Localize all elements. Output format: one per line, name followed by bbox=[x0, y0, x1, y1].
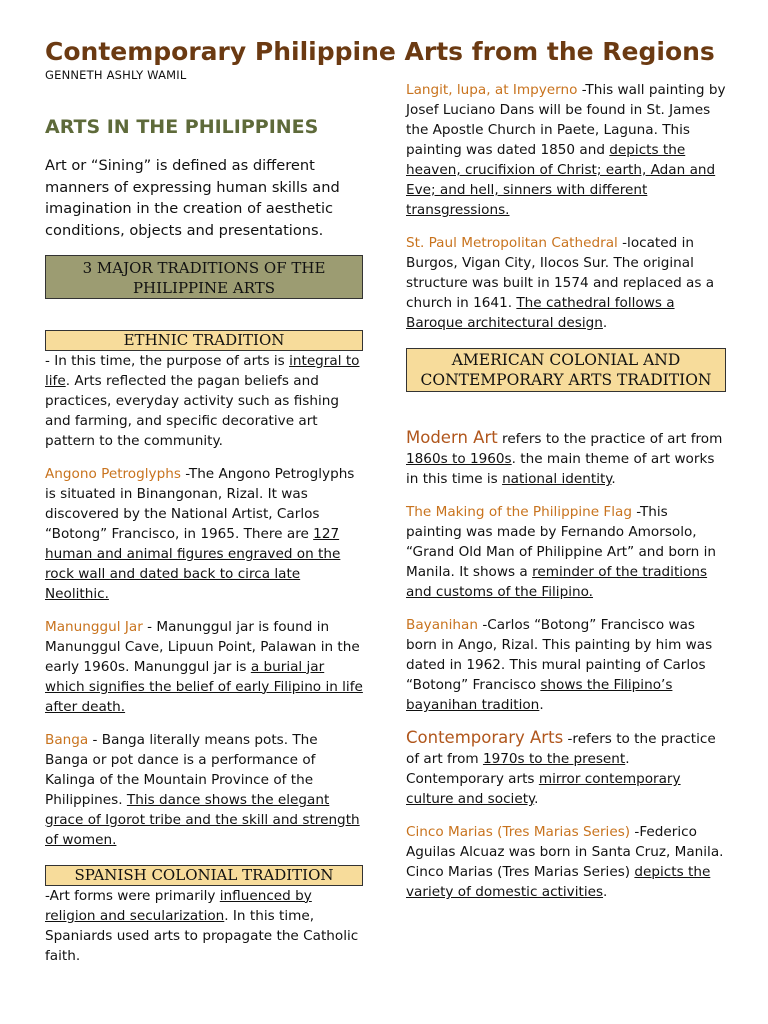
term-bayanihan: Bayanihan bbox=[406, 617, 478, 633]
angono-paragraph: Angono Petroglyphs -The Angono Petroglyphs is situated in Binangonan, Rizal. It was discovered by the National Artist, Carlos “Botong” Francisco, in 1965. There are 127 human and animal figures engraved on the rock wall and dated back to circa late Neolithic. bbox=[45, 465, 355, 602]
major-traditions-box: 3 MAJOR TRADITIONS OF THE PHILIPPINE ARTS bbox=[45, 255, 363, 299]
flag-paragraph: The Making of the Philippine Flag -This painting was made by Fernando Amorsolo, “Grand Old Man of Philippine Art” and born in Manila. It shows a reminder of the traditions and customs of the Filipino. bbox=[406, 504, 717, 600]
term-banga: Banga bbox=[45, 731, 89, 748]
langit-paragraph: Langit, lupa, at Impyerno -This wall painting by Josef Luciano Dans will be found in St. James the Apostle Church in Paete, Laguna. This painting was dated 1850 and depicts the heaven, crucifixion of Christ; earth, Adan and Eve; and hell, sinners with different transgressions. bbox=[406, 82, 726, 218]
intro-paragraph: Art or “Sining” is defined as different manners of expressing human skills and imagination in the creation of aesthetic conditions, objects and presentations. bbox=[45, 157, 340, 240]
term-stpaul: St. Paul Metropolitan Cathedral bbox=[406, 235, 618, 251]
right-column bbox=[406, 80, 726, 902]
author-name: GENNETH ASHLY WAMIL bbox=[45, 68, 187, 82]
left-column bbox=[45, 112, 363, 966]
stpaul-paragraph: St. Paul Metropolitan Cathedral -located in Burgos, Vigan City, Ilocos Sur. The original structure was built in 1574 and replaced as a church in 1641. The cathedral follows a Baroque architectural design. bbox=[406, 235, 715, 331]
american-tradition-box: AMERICAN COLONIAL AND CONTEMPORARY ARTS TRADITION bbox=[406, 348, 726, 392]
term-flag: The Making of the Philippine Flag bbox=[406, 504, 632, 520]
term-angono: Angono Petroglyphs bbox=[45, 465, 181, 482]
term-cinco: Cinco Marias (Tres Marias Series) bbox=[406, 824, 631, 840]
ethnic-paragraph: - In this time, the purpose of arts is integral to life. Arts reflected the pagan beliefs and practices, everyday activity such as fishing and farming, and specific decorative art pattern to the community. bbox=[45, 352, 360, 449]
bayanihan-paragraph: Bayanihan -Carlos “Botong” Francisco was born in Ango, Rizal. This painting by him was dated in 1962. This mural painting of Carlos “Botong” Francisco shows the Filipino’s bayanihan tradition. bbox=[406, 617, 713, 713]
term-manunggul: Manunggul Jar bbox=[45, 618, 143, 635]
modern-paragraph: Modern Art refers to the practice of art from 1860s to 1960s. the main theme of art works in this time is national identity. bbox=[406, 428, 723, 487]
document-title: Contemporary Philippine Arts from the Regions bbox=[45, 37, 715, 66]
term-modern: Modern Art bbox=[406, 428, 498, 447]
spanish-paragraph: -Art forms were primarily influenced by religion and secularization. In this time, Spaniards used arts to propagate the Catholic faith. bbox=[45, 887, 359, 964]
ethnic-tradition-box: ETHNIC TRADITION bbox=[45, 330, 363, 351]
term-contemporary: Contemporary Arts bbox=[406, 728, 564, 747]
spanish-tradition-box: SPANISH COLONIAL TRADITION bbox=[45, 865, 363, 886]
cinco-paragraph: Cinco Marias (Tres Marias Series) -Federico Aguilas Alcuaz was born in Santa Cruz, Manila. Cinco Marias (Tres Marias Series) depicts the variety of domestic activities. bbox=[406, 824, 724, 900]
manunggul-paragraph: Manunggul Jar - Manunggul jar is found in Manunggul Cave, Lipuun Point, Palawan in the early 1960s. Manunggul jar is a burial jar which signifies the belief of early Filipino in life after death. bbox=[45, 618, 363, 715]
contemporary-paragraph: Contemporary Arts -refers to the practice of art from 1970s to the present. Contemporary arts mirror contemporary culture and society. bbox=[406, 728, 716, 807]
banga-paragraph: Banga - Banga literally means pots. The Banga or pot dance is a performance of Kalinga of the Mountain Province of the Philippines. This dance shows the elegant grace of Igorot tribe and the skill and strength of women. bbox=[45, 731, 360, 848]
term-langit: Langit, lupa, at Impyerno bbox=[406, 82, 578, 98]
section-heading: ARTS IN THE PHILIPPINES bbox=[45, 116, 319, 138]
